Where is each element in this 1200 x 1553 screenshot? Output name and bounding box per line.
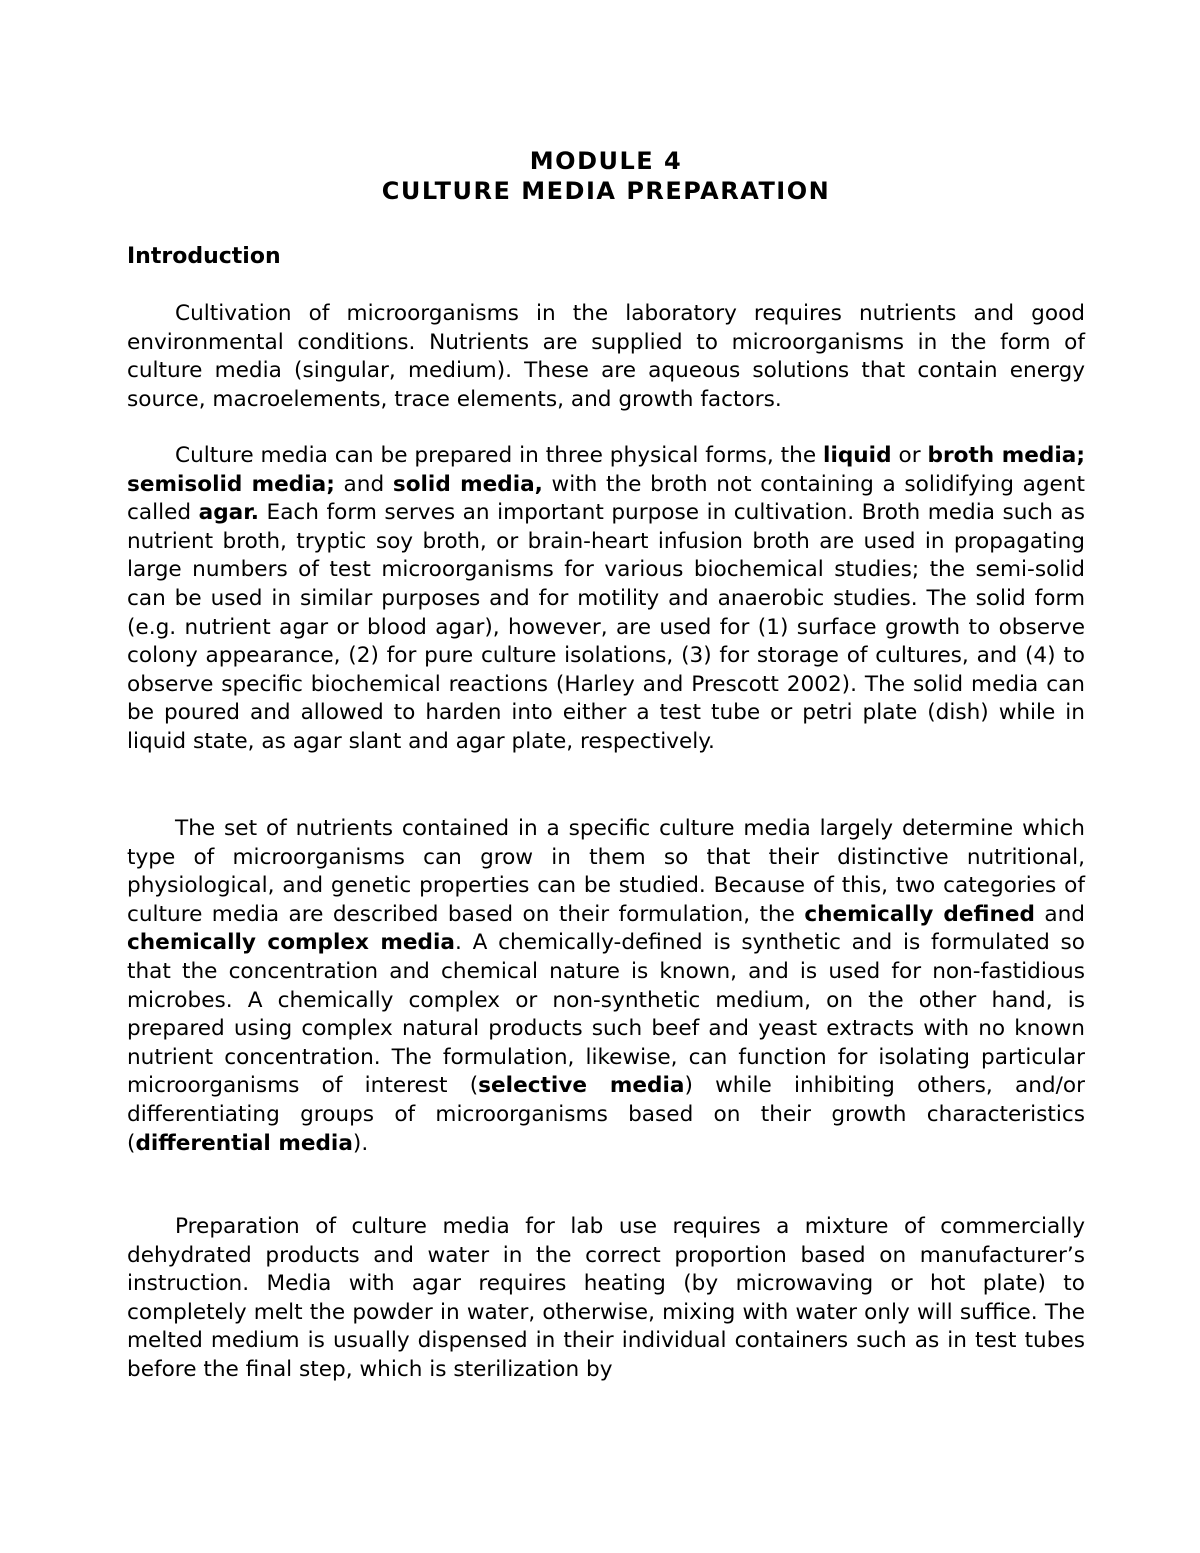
text-run: . A chemically-defined is synthetic and is formulated so that the concentration and chemical nature is known, and is used for non-fastidious microbes. A chemically complex or non-synthetic medium, on the other hand, is prepared using complex natural products such beef and yeast extracts with no known nutrient concentration. The formulation, likewise, can function for isolating particular microorganisms of interest ( [127,930,1086,1099]
term-chemically-defined: chemically defined [804,901,1035,927]
text-run: ). [352,1130,369,1156]
term-differential-media: differential media [135,1130,353,1156]
term-liquid: liquid [823,443,892,468]
text-run: or [891,443,928,468]
module-number-heading: MODULE 4 [529,147,683,175]
text-run: Each form serves an important purpose in cultivation. Broth media such as nutrient broth, tryptic soy broth, or brain-heart infusion broth are used in propagating large numbers of test microorganisms for various biochemical studies; the semi-solid can be used in similar purposes and for motility and anaerobic studies. The solid form (e.g. nutrient agar or blood agar), however, are used for (1) surface growth to observe colony appearance, (2) for pure culture isolations, (3) for storage of cultures, and (4) to observe specific biochemical reactions (Harley and Prescott 2002). The solid media can be poured and allowed to harden into either a test tube or petri plate (dish) while in liquid state, as agar slant and agar plate, respectively. [127,500,1086,754]
text-run: ) while inhibiting others, and/or differentiating groups of microorganisms based on their growth characteristics ( [127,1073,1085,1156]
introduction-heading: Introduction [127,244,281,269]
term-agar: agar. [198,500,260,526]
term-broth-semisolid-media: broth media; semisolid media; [127,443,1085,497]
text-run: The set of nutrients contained in a specific culture media largely determine which type of microorganisms can grow in them so that their distinctive nutritional, physiological, and genetic properties can be studied. Because of this, two categories of culture media are described based on their formulation, the [127,816,1085,927]
term-solid-media: solid media, [392,471,543,497]
paragraph-physical-forms [127,442,1085,757]
term-selective-media: selective media [478,1073,685,1099]
paragraph-cultivation: Cultivation of microorganisms in the laboratory requires nutrients and good environmental conditions. Nutrients are supplied to microorganisms in the form of culture media (singular, medium). These are aqueous solutions that contain energy source, macroelements, trace elements, and growth factors. [127,301,1085,412]
text-run: and [1034,901,1085,927]
text-run: Culture media can be prepared in three physical forms, the [175,443,824,468]
text-run: and [334,471,393,497]
paragraph-preparation: Preparation of culture media for lab use requires a mixture of commercially dehydrated products and water in the correct proportion based on manufacturer’s instruction. Media with agar requires heating (by microwaving or hot plate) to completely melt the powder in water, otherwise, mixing with water only will suffice. The melted medium is usually dispensed in their individual containers such as in test tubes before the final step, which is sterilization by [127,1214,1085,1382]
paragraph-nutrient-categories [127,815,1085,1158]
text-run: with the broth not containing a solidifying agent called [127,471,1085,526]
module-title-heading: CULTURE MEDIA PREPARATION [381,177,831,205]
term-chemically-complex-media: chemically complex media [127,930,455,956]
